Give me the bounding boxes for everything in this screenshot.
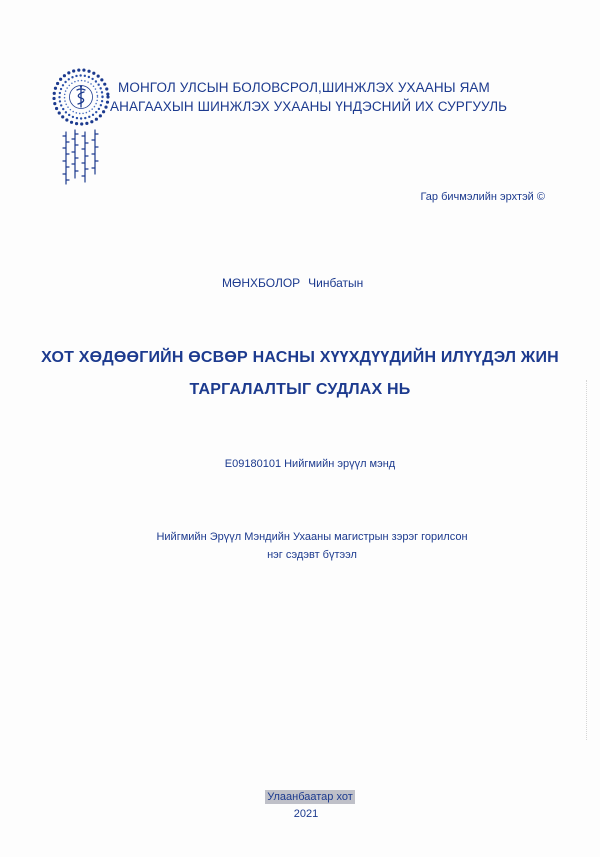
author-surname: МӨНХБОЛОР	[222, 276, 301, 290]
author-given-name: Чинбатын	[308, 276, 364, 290]
thesis-title-line-2: ТАРГАЛАЛТЫГ СУДЛАХ НЬ	[189, 381, 411, 398]
rights-notice: Гар бичмэлийн эрхтэй ©	[420, 191, 545, 203]
scan-artifact-line	[586, 380, 587, 740]
university-name: АНАГААХЫН ШИНЖЛЭХ УХААНЫ ҮНДЭСНИЙ ИХ СУРГУУЛЬ	[110, 99, 508, 114]
degree-statement-line-1: Нийгмийн Эрүүл Мэндийн Ухааны магистрын зэрэг горилсон	[156, 531, 468, 543]
degree-statement-line-2: нэг сэдэвт бүтээл	[267, 549, 357, 561]
author-name	[222, 276, 363, 290]
publication-year: 2021	[293, 808, 319, 820]
specialty-code: E09180101 Нийгмийн эрүүл мэнд	[224, 458, 396, 470]
mongolian-script-logotype	[63, 130, 98, 184]
place-of-publication	[10, 791, 600, 803]
thesis-title-line-1: ХОТ ХӨДӨӨГИЙН ӨСВӨР НАСНЫ ХҮҮХДҮҮДИЙН ИЛҮҮДЭЛ ЖИН	[41, 349, 559, 366]
place-label: Улаанбаатар хот	[267, 791, 353, 803]
ministry-name: МОНГОЛ УЛСЫН БОЛОВСРОЛ,ШИНЖЛЭХ УХААНЫ ЯАМ	[118, 80, 490, 95]
university-emblem-icon	[50, 66, 112, 190]
